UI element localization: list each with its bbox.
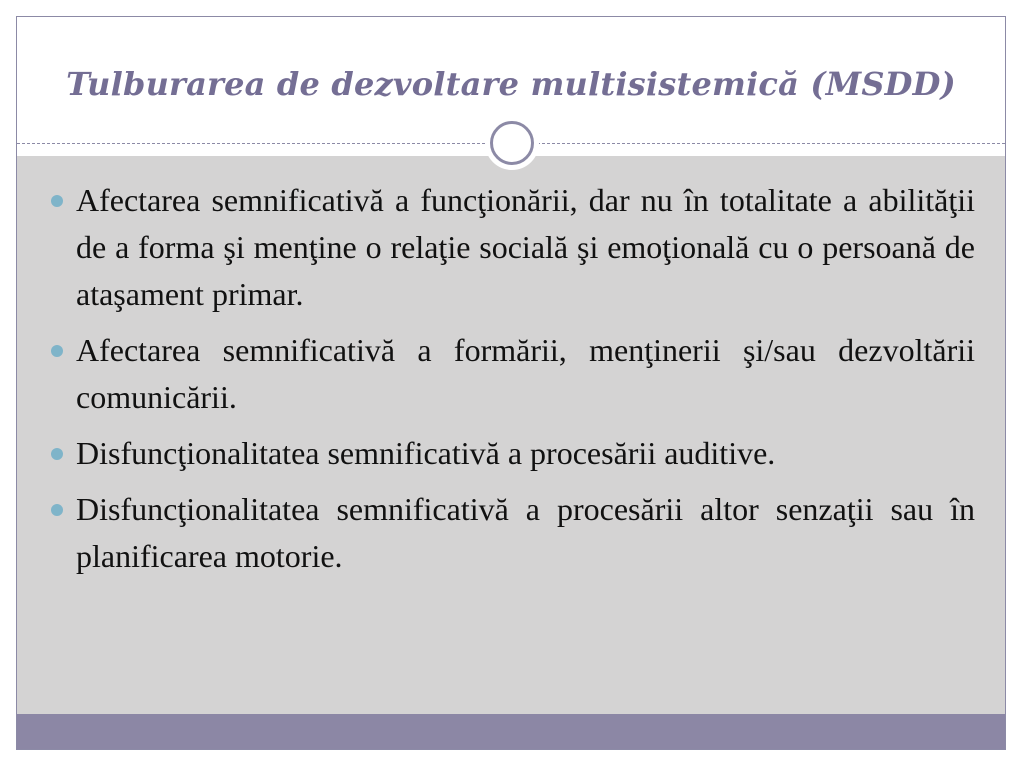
bullet-text: Afectarea semnificativă a formării, menţinerii şi/sau dezvoltării comunicării. [76,332,975,415]
footer-bar [17,714,1005,749]
bullet-dot-icon [51,345,63,357]
bullet-item [51,430,975,477]
bullet-list [51,177,975,589]
bullet-dot-icon [51,448,63,460]
bullet-item [51,486,975,580]
bullet-item [51,177,975,318]
bullet-item [51,327,975,421]
bullet-dot-icon [51,195,63,207]
bullet-dot-icon [51,504,63,516]
bullet-text: Disfuncţionalitatea semnificativă a procesării auditive. [76,435,776,471]
slide-title: Tulburarea de dezvoltare multisistemică (MSDD) [66,65,956,103]
slide [16,16,1006,750]
bullet-text: Disfuncţionalitatea semnificativă a procesării altor senzaţii sau în planificarea motorie. [76,491,975,574]
decorative-ring-icon [485,116,539,170]
bullet-text: Afectarea semnificativă a funcţionării, dar nu în totalitate a abilităţii de a forma şi menţine o relaţie socială şi emoţională cu o persoană de ataşament primar. [76,182,975,312]
